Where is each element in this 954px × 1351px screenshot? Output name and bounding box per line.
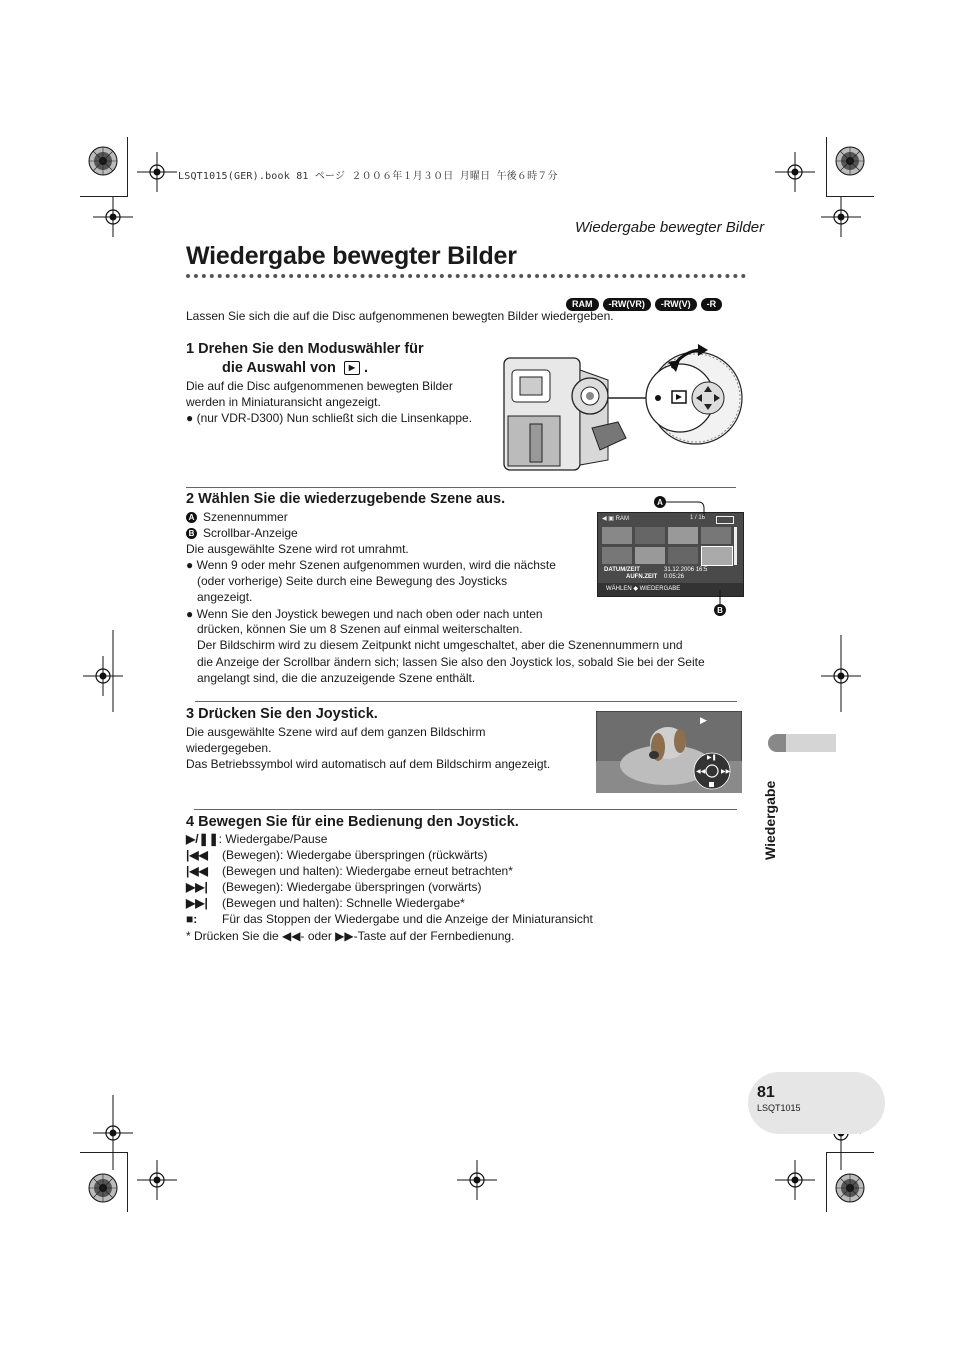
badge-rw-v: -RW(V) bbox=[655, 298, 697, 311]
play-mode-icon: ▶ bbox=[344, 361, 360, 375]
step3-heading: 3 Drücken Sie den Joystick. bbox=[186, 706, 378, 722]
screen-scene-number: 1 / 16 bbox=[690, 515, 706, 521]
step2-heading: 2 Wählen Sie die wiederzugebende Szene aus. bbox=[186, 491, 506, 507]
control-item-rewind: |◀◀ (Bewegen und halten): Wiedergabe erneut betrachten* bbox=[186, 864, 513, 878]
badge-r: -R bbox=[701, 298, 723, 311]
section-side-label: Wiedergabe bbox=[762, 780, 778, 860]
section-rule bbox=[195, 701, 737, 702]
section-rule bbox=[186, 487, 736, 488]
svg-text:▶: ▶ bbox=[700, 716, 707, 726]
camera-mode-dial-illustration bbox=[500, 340, 746, 472]
step2-bullet2-line2: drücken, können Sie um 8 Szenen auf einmal weiterschalten. bbox=[197, 622, 523, 636]
step2-bullet2-line5: angelangt sind, die die anzuzeigende Szene enthält. bbox=[197, 671, 476, 685]
intro-text: Lassen Sie sich die auf die Disc aufgenommenen bewegten Bilder wiedergeben. bbox=[186, 309, 614, 323]
control-item-skip-back: |◀◀ (Bewegen): Wiedergabe überspringen (rückwärts) bbox=[186, 848, 488, 862]
step4-heading: 4 Bewegen Sie für eine Bedienung den Joystick. bbox=[186, 814, 519, 830]
step3-text-line1: Die ausgewählte Szene wird auf dem ganzen Bildschirm bbox=[186, 725, 486, 739]
step2-bullet2-line4: die Anzeige der Scrollbar ändern sich; lassen Sie also den Joystick los, sobald Sie bei der Seite bbox=[197, 655, 705, 669]
stop-icon: ■: bbox=[186, 912, 198, 926]
section-rule bbox=[194, 809, 737, 810]
label-b-marker: B bbox=[186, 528, 197, 539]
control-item-skip-forward: ▶▶| (Bewegen): Wiedergabe überspringen (vorwärts) bbox=[186, 880, 482, 894]
skip-back-icon: |◀◀ bbox=[186, 864, 208, 878]
svg-text:◀◀: ◀◀ bbox=[696, 768, 706, 775]
step1-heading-line2: die Auswahl von ▶ . bbox=[222, 360, 368, 376]
step3-text-line3: Das Betriebssymbol wird automatisch auf dem Bildschirm angezeigt. bbox=[186, 757, 551, 771]
step2-label-b: B Scrollbar-Anzeige bbox=[186, 525, 298, 541]
play-pause-icon: ▶/❚❚ bbox=[186, 832, 219, 846]
svg-text:▶❚: ▶❚ bbox=[707, 754, 717, 761]
step1-bullet: ● (nur VDR-D300) Nun schließt sich die Linsenkappe. bbox=[186, 411, 473, 425]
section-tab-marker bbox=[768, 734, 786, 752]
svg-text:B: B bbox=[717, 606, 723, 615]
skip-forward-icon: ▶▶| bbox=[186, 896, 208, 910]
control-item-play-pause: ▶/❚❚: Wiedergabe/Pause bbox=[186, 832, 328, 846]
page-number: 81 bbox=[757, 1084, 775, 1101]
screen-top-left: ◀ ▣ RAM bbox=[602, 516, 629, 522]
step1-text-line1: Die auf die Disc aufgenommenen bewegten Bilder bbox=[186, 379, 453, 393]
step1-heading-line1: 1 Drehen Sie den Moduswähler für bbox=[186, 341, 424, 357]
svg-text:A: A bbox=[657, 498, 663, 507]
skip-back-icon: |◀◀ bbox=[186, 848, 208, 862]
step2-bullet1-line3: angezeigt. bbox=[197, 590, 253, 604]
step2-text: Die ausgewählte Szene wird rot umrahmt. bbox=[186, 542, 409, 556]
running-header: Wiedergabe bewegter Bilder bbox=[575, 219, 765, 236]
callout-lines bbox=[650, 494, 750, 618]
control-item-fast-forward: ▶▶| (Bewegen und halten): Schnelle Wiedergabe* bbox=[186, 896, 465, 910]
page-title: Wiedergabe bewegter Bilder bbox=[186, 242, 517, 270]
screen-rec-label: AUFN.ZEIT bbox=[626, 574, 658, 580]
step2-bullet1-line1: ● Wenn 9 oder mehr Szenen aufgenommen wurden, wird die nächste bbox=[186, 558, 556, 572]
title-dotted-rule bbox=[186, 274, 746, 278]
step2-bullet2-line3: Der Bildschirm wird zu diesem Zeitpunkt nicht umgeschaltet, aber die Szenennummern und bbox=[197, 638, 683, 652]
screen-date-label: DATUM/ZEIT bbox=[604, 567, 640, 573]
page-code: LSQT1015 bbox=[757, 1103, 801, 1113]
svg-text:▶▶: ▶▶ bbox=[721, 768, 731, 775]
step4-footnote: * Drücken Sie die ◀◀- oder ▶▶-Taste auf der Fernbedienung. bbox=[186, 929, 515, 943]
skip-forward-icon: ▶▶| bbox=[186, 880, 208, 894]
step3-text-line2: wiedergegeben. bbox=[186, 741, 272, 755]
step2-bullet2-line1: ● Wenn Sie den Joystick bewegen und nach oben oder nach unten bbox=[186, 607, 543, 621]
file-stamp: LSQT1015(GER).book 81 ページ ２００６年１月３０日 月曜日 午後６時７分 bbox=[178, 171, 558, 182]
step1-text-line2: werden in Miniaturansicht angezeigt. bbox=[186, 395, 381, 409]
step2-bullet1-line2: (oder vorherige) Seite durch eine Bewegung des Joysticks bbox=[197, 574, 508, 588]
badge-ram: RAM bbox=[566, 298, 599, 311]
screen-footer: WÄHLEN ◆ WIEDERGABE bbox=[606, 586, 681, 592]
badge-rw-vr: -RW(VR) bbox=[603, 298, 651, 311]
step2-label-a: A Szenennummer bbox=[186, 509, 288, 525]
screen-date-value: 31.12.2006 16:5 bbox=[664, 567, 708, 573]
fullscreen-playback-image bbox=[596, 711, 742, 793]
control-item-stop: ■: Für das Stoppen der Wiedergabe und die Anzeige der Miniaturansicht bbox=[186, 912, 593, 926]
label-a-marker: A bbox=[186, 512, 197, 523]
screen-rec-value: 0:05:26 bbox=[664, 574, 685, 580]
